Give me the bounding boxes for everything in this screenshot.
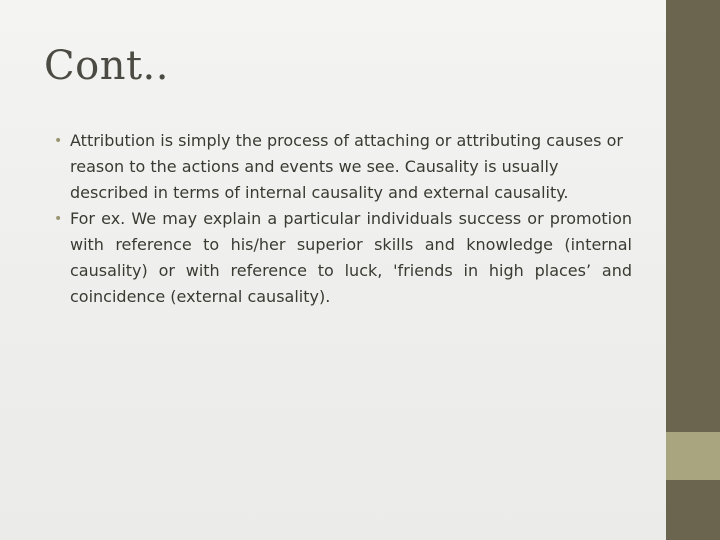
slide-title: Cont.. (44, 43, 169, 89)
slide-body (54, 128, 632, 310)
sidebar-accent-block (666, 432, 720, 480)
sidebar-accent-bar (666, 0, 720, 432)
bullet-marker-icon: • (54, 211, 63, 227)
bullet-list (54, 128, 632, 310)
bullet-item-example (54, 206, 632, 310)
bullet-marker-icon: • (54, 133, 63, 149)
bullet-text: For ex. We may explain a particular individuals success or promotion with reference to his/her superior skills and knowledge (internal causality) or with reference to luck, 'friends in high places’ and coincidence (external causality). (70, 209, 632, 306)
sidebar-bottom-bar (666, 480, 720, 540)
bullet-item-attribution (54, 128, 632, 206)
bullet-text: Attribution is simply the process of attaching or attributing causes or reason to the actions and events we see. Causality is usually described in terms of internal causality and external causality. (70, 131, 623, 202)
